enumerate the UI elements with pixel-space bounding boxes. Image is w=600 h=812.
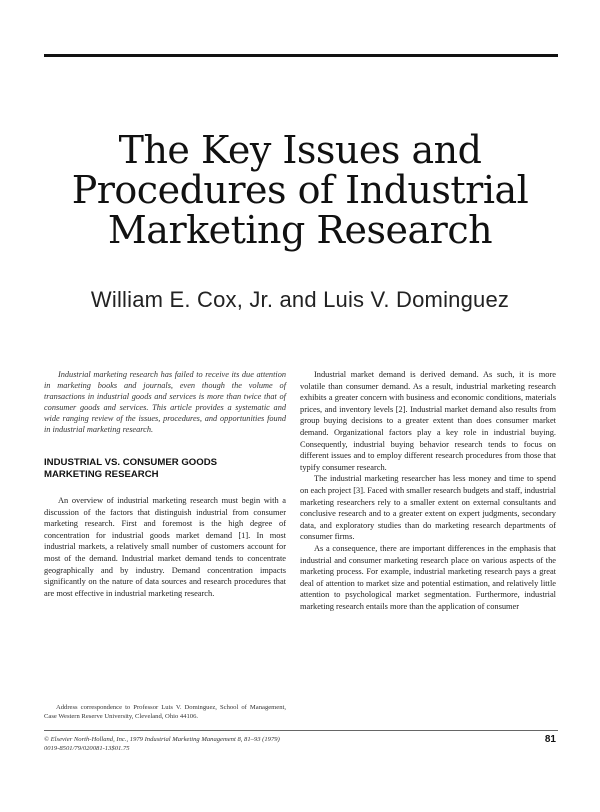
page-number: 81 — [544, 734, 556, 745]
body-paragraph: An overview of industrial marketing research must begin with a discussion of the factors that distinguish industrial from consumer marketing research. First and foremost is the high degree of concentration for industrial goods market demand [1]. In most industrial markets, a relatively small number of customers account for most of the demand. Industrial market demand tends to concentrate geographically and by industry. Demand concentration impacts significantly on the nature of data sources and research procedures that are most effective in industrial marketing research. — [44, 496, 286, 598]
footer-rule — [44, 730, 558, 731]
left-column — [44, 369, 286, 599]
title-line-1: The Key Issues and — [118, 128, 482, 172]
article-title — [0, 130, 600, 250]
title-line-3: Marketing Research — [107, 208, 493, 252]
citation-line-1: © Elsevier North-Holland, Inc., 1979 Industrial Marketing Management 8, 81–93 (1979) — [44, 736, 280, 743]
body-paragraph: The industrial marketing researcher has less money and time to spend on each project [3]. Faced with smaller research budgets and staff, industrial marketing researchers rely to a smaller extent on external consultants and conclusive research and to a greater extent on expert judgments, secondary data, and exploratory studies than do marketing research departments of consumer firms. — [300, 474, 556, 542]
citation-line-2: 0019-8501/79/020081-13$01.75 — [44, 744, 130, 752]
abstract: Industrial marketing research has failed to receive its due attention in marketing books and journals, even though the volume of transactions in industrial goods and services is more than twice that of consumer goods and services. This article provides a systematic and wide ranging review of the issues, procedures, and opportunities found in industrial marketing research. — [44, 370, 286, 434]
section-heading: INDUSTRIAL VS. CONSUMER GOODS MARKETING RESEARCH — [44, 457, 218, 480]
journal-citation — [44, 736, 474, 753]
body-paragraph: Industrial market demand is derived demand. As such, it is more volatile than consumer demand. As a result, industrial marketing research exhibits a greater concern with business and economic conditions, materials prices, and inventory levels [2]. Industrial market demand also results from group buying decisions to a greater extent than does consumer market demand. Organizational factors play a key role in industrial buying. Consequently, industrial buying behavior research tends to focus on different issues and to employ different research procedures from those that typify consumer research. — [300, 370, 556, 472]
body-paragraph: As a consequence, there are important differences in the emphasis that industrial and consumer marketing research place on various aspects of the marketing process. For example, industrial marketing research pays a great deal of attention to market size and potential estimation, and relatively little attention to psychological market segmentation. Furthermore, industrial marketing research entails more than the application of consumer — [300, 543, 556, 611]
right-column — [300, 369, 556, 612]
correspondence-footnote: Address correspondence to Professor Luis V. Dominguez, School of Management, Case Western Reserve University, Cleveland, Ohio 44106. — [44, 704, 286, 720]
authors: William E. Cox, Jr. and Luis V. Dominguez — [90, 287, 510, 312]
title-line-2: Procedures of Industrial — [71, 168, 529, 212]
header-rule — [44, 54, 558, 57]
